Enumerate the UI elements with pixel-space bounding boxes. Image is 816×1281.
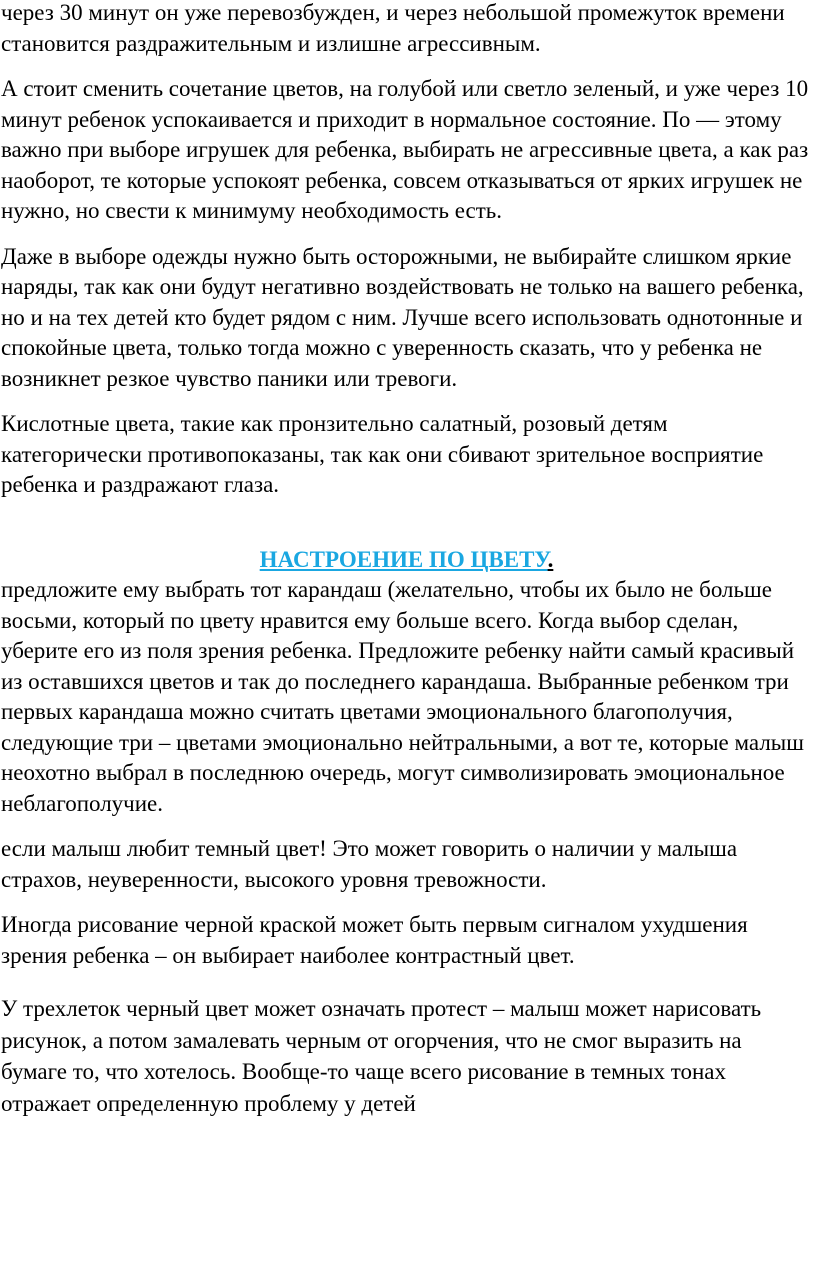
paragraph-overexcited: через 30 минут он уже перевозбужден, и через небольшой промежуток времени становится раздражительным и излишне агрессивным. bbox=[1, 0, 785, 56]
paragraph-black-paint: Иногда рисование черной краской может быть первым сигналом ухудшения зрения ребенка – он выбирает наиболее контрастный цвет. bbox=[1, 912, 748, 968]
section-heading bbox=[1, 545, 812, 576]
heading-link[interactable]: НАСТРОЕНИЕ ПО ЦВЕТУ bbox=[259, 546, 548, 572]
paragraph-calm-colors: А стоит сменить сочетание цветов, на голубой или светло зеленый, и уже через 10 минут ребенок успокаивается и приходит в нормальное состояние. По — этому важно при выборе игрушек для ребенка, выбирать не агрессивные цвета, а как раз наоборот, те которые успокоят ребенка, совсем отказываться от ярких игрушек не нужно, но свести к минимуму необходимость есть. bbox=[1, 76, 809, 223]
heading-dot: . bbox=[547, 546, 554, 572]
paragraph-clothing: Даже в выборе одежды нужно быть осторожными, не выбирайте слишком яркие наряды, так как они будут негативно воздействовать не только на вашего ребенка, но и на тех детей кто будет рядом с ним. Лучше всего использовать однотонные и спокойные цвета, только тогда можно с уверенность сказать, что у ребенка не возникнет резкое чувство паники или тревоги. bbox=[1, 243, 804, 391]
spacer bbox=[1, 516, 812, 545]
paragraph-dark-color: если малыш любит темный цвет! Это может говорить о наличии у малыша страхов, неуверенности, высокого уровня тревожности. bbox=[1, 836, 738, 892]
paragraph-three-year-olds: У трехлеток черный цвет может означать протест – малыш может нарисовать рисунок, а потом замалевать черным от огорчения, что не смог выразить на бумаге то, что хотелось. Вообще-то чаще всего рисование в темных тонах отражает определенную проблему у детей bbox=[1, 996, 762, 1116]
paragraph-acid-colors: Кислотные цвета, такие как пронзительно салатный, розовый детям категорически противопоказаны, так как они сбивают зрительное восприятие ребенка и раздражают глаза. bbox=[1, 411, 764, 497]
paragraph-pencil-test: предложите ему выбрать тот карандаш (желательно, чтобы их было не больше восьми, который по цвету нравится ему больше всего. Когда выбор сделан, уберите его из поля зрения ребенка. Предложите ребенку найти самый красивый из оставшихся цветов и так до последнего карандаша. Выбранные ребенком три первых карандаша можно считать цветами эмоционального благополучия, следующие три – цветами эмоционально нейтральными, а вот те, которые малыш неохотно выбрал в последнюю очередь, могут символизировать эмоциональное неблагополучие. bbox=[1, 577, 804, 816]
